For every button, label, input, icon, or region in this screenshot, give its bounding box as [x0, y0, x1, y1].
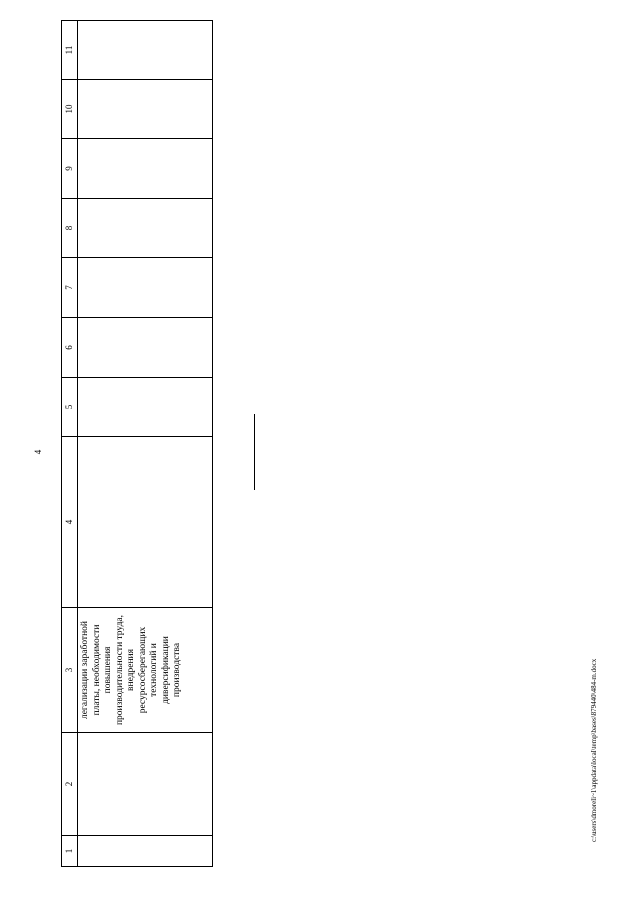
column-header: 10: [62, 80, 78, 139]
table-cell: [78, 733, 213, 836]
rotated-table: [61, 21, 213, 867]
table-cell: [78, 318, 213, 378]
table-cell: [78, 139, 213, 199]
column-header: 2: [62, 733, 78, 836]
file-path-footer: c:\users\dmoreli~1\appdata\local\temp\bases\879440\484-m.docx: [590, 658, 598, 842]
table-cell: [78, 258, 213, 318]
table-cell: [78, 378, 213, 437]
table-cell: [78, 437, 213, 608]
table-cell-col3: легализации заработной платы, необходимости повышения производительности труда, внедрения ресурсосберегающих технологий и диверсификации производства: [78, 608, 213, 733]
column-header: 8: [62, 199, 78, 258]
column-header: 11: [62, 21, 78, 80]
column-header: 5: [62, 378, 78, 437]
table-cell: [78, 836, 213, 867]
column-header: 1: [62, 836, 78, 867]
page-number: 4: [33, 449, 43, 455]
table-header-row: [62, 21, 78, 867]
column-header: 9: [62, 139, 78, 199]
column-header: 7: [62, 258, 78, 318]
data-table: [61, 20, 213, 867]
separator-line: [254, 414, 255, 490]
column-header: 4: [62, 437, 78, 608]
table-cell: [78, 199, 213, 258]
table-row: [78, 21, 213, 867]
column-header: 6: [62, 318, 78, 378]
table-cell: [78, 80, 213, 139]
column-header: 3: [62, 608, 78, 733]
table-cell: [78, 21, 213, 80]
